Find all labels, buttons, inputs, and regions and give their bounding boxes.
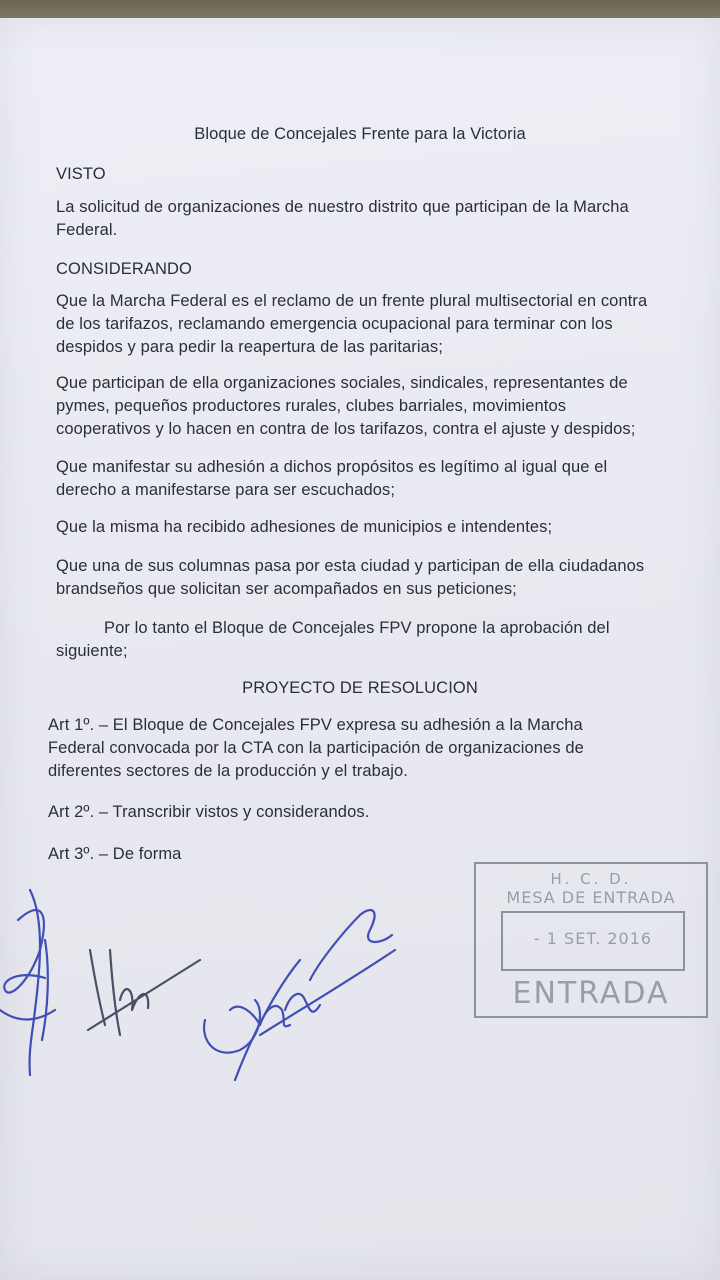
entry-stamp (474, 862, 708, 1018)
considerando-line: Que una de sus columnas pasa por esta ciudad y participan de ella ciudadanos (56, 557, 645, 575)
considerando-line: Que participan de ella organizaciones sociales, sindicales, representantes de (56, 374, 628, 392)
por-lo-tanto-line: siguiente; (56, 642, 128, 660)
considerando-line: pymes, pequeños productores rurales, clubes barriales, movimientos (56, 397, 567, 415)
por-lo-tanto-paragraph (56, 617, 676, 663)
considerando-line: cooperativos y lo hacen en contra de los tarifazos, contra el ajuste y despidos; (56, 420, 636, 438)
handwritten-signatures (0, 860, 420, 1100)
article-3: Art 3º. – De forma (48, 845, 182, 863)
stamp-date-box (501, 911, 685, 971)
considerando-line: despidos y para pedir la reapertura de las paritarias; (56, 338, 443, 356)
considerando-line: derecho a manifestarse para ser escuchados; (56, 481, 396, 499)
considerando-line: Que la Marcha Federal es el reclamo de un frente plural multisectorial en contra (56, 292, 648, 310)
stamp-line-mesa: MESA DE ENTRADA (506, 888, 676, 907)
stamp-line-hcd: H. C. D. (550, 870, 632, 888)
visto-line: Federal. (56, 221, 118, 239)
visto-heading: VISTO (56, 165, 106, 183)
article-1-line: Federal convocada por la CTA con la participación de organizaciones de (48, 739, 584, 757)
por-lo-tanto-line: Por lo tanto el Bloque de Concejales FPV propone la aprobación del (104, 619, 610, 637)
considerando-line: brandseños que solicitan ser acompañados en sus peticiones; (56, 580, 517, 598)
article-2: Art 2º. – Transcribir vistos y considerandos. (48, 803, 370, 821)
proyecto-heading: PROYECTO DE RESOLUCION (242, 679, 478, 697)
considerando-paragraph-5 (56, 555, 686, 601)
considerando-paragraph-4 (56, 516, 676, 539)
article-1 (48, 714, 668, 783)
article-1-line: Art 1º. – El Bloque de Concejales FPV expresa su adhesión a la Marcha (48, 716, 583, 734)
considerando-heading: CONSIDERANDO (56, 260, 192, 278)
considerando-paragraph-2 (56, 372, 676, 441)
visto-line: La solicitud de organizaciones de nuestro distrito que participan de la Marcha (56, 198, 629, 216)
considerando-line: de los tarifazos, reclamando emergencia ocupacional para terminar con los (56, 315, 613, 333)
considerando-paragraph-1 (56, 290, 676, 359)
stamp-date: - 1 SET. 2016 (533, 929, 653, 948)
considerando-line: Que la misma ha recibido adhesiones de municipios e intendentes; (56, 518, 553, 536)
stamp-line-entrada: ENTRADA (512, 976, 670, 1011)
visto-paragraph (56, 196, 666, 242)
considerando-paragraph-3 (56, 456, 676, 502)
article-1-line: diferentes sectores de la producción y el trabajo. (48, 762, 408, 780)
document-title: Bloque de Concejales Frente para la Victoria (194, 125, 526, 143)
considerando-line: Que manifestar su adhesión a dichos propósitos es legítimo al igual que el (56, 458, 608, 476)
